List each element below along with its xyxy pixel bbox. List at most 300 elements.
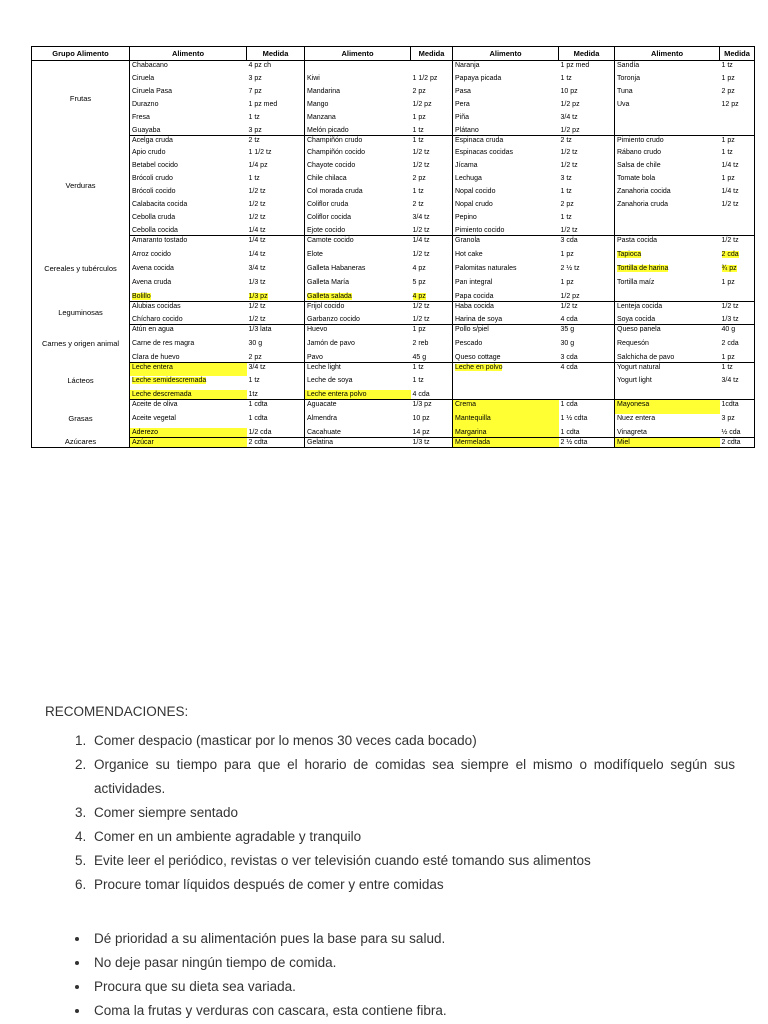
food-name: Champiñón cocido	[307, 149, 365, 156]
header-alimento: Alimento	[615, 47, 720, 61]
food-cell	[453, 362, 559, 376]
measure-value: 1/2 tz	[248, 316, 266, 323]
food-cell	[305, 161, 411, 174]
food-cell	[305, 100, 411, 113]
food-name: Pescado	[455, 339, 483, 347]
measure-cell	[411, 100, 453, 113]
food-cell	[130, 339, 247, 353]
measure-cell	[411, 376, 453, 390]
measure-cell	[411, 264, 453, 278]
measure-cell	[559, 174, 615, 187]
food-cell	[305, 200, 411, 213]
food-cell	[615, 278, 720, 292]
food-cell	[453, 301, 559, 315]
group-name-cell: Cereales y tubérculos	[32, 236, 130, 302]
food-cell	[130, 250, 247, 264]
measure-cell	[247, 187, 305, 200]
food-name: Queso cottage	[455, 353, 501, 361]
measure-cell	[411, 390, 453, 400]
measure-cell	[559, 437, 615, 447]
measure-value: 3/4 tz	[248, 363, 266, 371]
food-cell	[615, 250, 720, 264]
food-cell	[615, 362, 720, 376]
measure-cell	[720, 278, 755, 292]
food-cell	[305, 292, 411, 302]
food-cell	[615, 353, 720, 363]
food-cell	[453, 200, 559, 213]
food-cell	[453, 428, 559, 438]
measure-value: 3/4 tz	[248, 264, 266, 272]
measure-value: 1 tz	[721, 62, 733, 69]
measure-cell	[411, 315, 453, 325]
food-name: Lenteja cocida	[617, 302, 663, 310]
measure-cell	[559, 226, 615, 236]
measure-cell	[247, 315, 305, 325]
measure-cell	[247, 161, 305, 174]
food-cell	[130, 236, 247, 250]
food-cell	[305, 362, 411, 376]
food-name: Gelatina	[307, 438, 334, 446]
food-cell	[453, 87, 559, 100]
measure-cell	[720, 161, 755, 174]
measure-value: 1 pz	[721, 74, 735, 82]
measure-value: 1/2 cda	[248, 428, 272, 436]
table-row	[32, 100, 755, 113]
food-cell	[453, 353, 559, 363]
food-name: Pepino	[455, 214, 477, 221]
measure-cell	[247, 353, 305, 363]
measure-cell	[411, 400, 453, 414]
food-name: Coliflor cocida	[307, 214, 351, 221]
food-cell	[453, 414, 559, 428]
food-name: Papa cocida	[455, 292, 494, 300]
group-name-cell: Azúcares	[32, 437, 130, 447]
food-name: Zanahoria cruda	[617, 201, 668, 208]
food-name: Tortilla de harina	[617, 264, 669, 272]
food-name: Champiñón crudo	[307, 136, 363, 144]
food-name: Soya cocida	[617, 316, 656, 323]
food-name: Tapioca	[617, 250, 642, 258]
food-name: Galleta Habaneras	[307, 264, 366, 272]
food-cell	[130, 87, 247, 100]
measure-value: 3 tz	[560, 175, 572, 182]
measure-value: 1/4 tz	[721, 162, 739, 169]
food-name: Salsa de chile	[617, 162, 661, 169]
group-name-cell: Grasas	[32, 400, 130, 438]
food-cell	[305, 226, 411, 236]
food-name: Brócoli crudo	[132, 175, 173, 182]
food-cell	[130, 113, 247, 126]
food-cell	[615, 428, 720, 438]
food-cell	[453, 376, 559, 390]
measure-cell	[720, 315, 755, 325]
numbered-recommendations	[45, 729, 735, 897]
measure-cell	[559, 161, 615, 174]
measure-value: 45 g	[412, 353, 427, 361]
food-name: Bolillo	[132, 292, 151, 300]
measure-value: 1/3 tz	[248, 278, 266, 286]
food-name: Plátano	[455, 126, 479, 134]
measure-value: 4 cda	[412, 391, 430, 398]
measure-value: 4 pz	[412, 264, 426, 272]
measure-value: 1/2 tz	[248, 188, 266, 195]
food-cell	[305, 278, 411, 292]
header-alimento: Alimento	[453, 47, 559, 61]
measure-value: 2 cdta	[248, 438, 268, 446]
measure-cell	[720, 61, 755, 74]
measure-value: ¾ pz	[721, 264, 737, 272]
measure-cell	[559, 87, 615, 100]
food-cell	[615, 135, 720, 148]
food-name: Sandía	[617, 62, 640, 69]
measure-value: 1/2 tz	[412, 302, 430, 310]
food-exchange-table	[31, 46, 755, 448]
food-cell	[130, 376, 247, 390]
measure-value: 5 pz	[412, 278, 426, 286]
food-cell	[453, 292, 559, 302]
measure-value: 2 cdta	[721, 438, 741, 446]
header-medida: Medida	[247, 47, 305, 61]
measure-cell	[247, 213, 305, 226]
measure-cell	[247, 390, 305, 400]
measure-value: 4 pz ch	[248, 62, 272, 69]
food-cell	[615, 100, 720, 113]
measure-cell	[247, 339, 305, 353]
food-cell	[305, 126, 411, 136]
measure-value: 1/2 tz	[412, 250, 430, 258]
measure-value: 1/3 pz	[412, 401, 432, 408]
measure-cell	[720, 390, 755, 400]
measure-cell	[411, 174, 453, 187]
measure-cell	[411, 339, 453, 353]
food-name: Azúcar	[132, 438, 154, 446]
measure-cell	[411, 301, 453, 315]
food-cell	[615, 87, 720, 100]
food-cell	[615, 126, 720, 136]
food-name: Miel	[617, 438, 630, 446]
food-cell	[305, 390, 411, 400]
food-name: Pasta cocida	[617, 237, 658, 244]
measure-value: 1/2 tz	[560, 302, 578, 310]
measure-cell	[720, 437, 755, 447]
table-row	[32, 353, 755, 363]
food-cell	[615, 292, 720, 302]
food-name: Tomate bola	[617, 175, 656, 182]
measure-cell	[559, 187, 615, 200]
measure-cell	[247, 148, 305, 161]
measure-value: 1/2 tz	[412, 227, 430, 234]
group-name-cell: Verduras	[32, 135, 130, 236]
group-name-cell: Leguminosas	[32, 301, 130, 325]
food-name: Salchicha de pavo	[617, 353, 675, 361]
measure-cell	[411, 437, 453, 447]
food-cell	[305, 213, 411, 226]
measure-value: 30 g	[248, 339, 263, 347]
measure-cell	[559, 264, 615, 278]
table-row	[32, 390, 755, 400]
food-name: Aguacate	[307, 401, 337, 408]
food-name: Chayote cocido	[307, 162, 356, 169]
measure-value: 1 tz	[412, 126, 424, 134]
food-name: Ejote cocido	[307, 227, 346, 234]
food-cell	[305, 301, 411, 315]
measure-value: 1 pz	[721, 136, 735, 144]
measure-cell	[720, 174, 755, 187]
measure-cell	[720, 250, 755, 264]
measure-cell	[559, 325, 615, 339]
measure-value: 3 cda	[560, 353, 578, 361]
food-name: Margarina	[455, 428, 487, 436]
measure-cell	[720, 428, 755, 438]
food-cell	[130, 100, 247, 113]
measure-cell	[247, 362, 305, 376]
food-cell	[453, 278, 559, 292]
measure-cell	[559, 376, 615, 390]
measure-cell	[411, 113, 453, 126]
food-name: Brócoli cocido	[132, 188, 176, 195]
food-name: Leche de soya	[307, 377, 353, 384]
measure-value: 2 pz	[412, 175, 426, 182]
food-cell	[615, 376, 720, 390]
measure-value: 2 tz	[560, 136, 572, 144]
food-cell	[130, 187, 247, 200]
measure-value: 2 tz	[412, 201, 424, 208]
measure-cell	[720, 339, 755, 353]
food-name: Melón picado	[307, 126, 349, 134]
measure-value: 35 g	[560, 326, 575, 333]
food-cell	[130, 362, 247, 376]
measure-value: 1/2 pz	[560, 126, 580, 134]
food-name: Espinacas cocidas	[455, 149, 513, 156]
food-cell	[453, 126, 559, 136]
measure-value: 1/2 tz	[560, 149, 578, 156]
food-cell	[615, 61, 720, 74]
header-alimento: Alimento	[130, 47, 247, 61]
measure-value: 4 cda	[560, 316, 578, 323]
food-name: Fresa	[132, 113, 150, 121]
food-cell	[130, 61, 247, 74]
measure-cell	[247, 226, 305, 236]
table-row	[32, 226, 755, 236]
measure-cell	[247, 61, 305, 74]
measure-value: 1 pz	[412, 326, 426, 333]
measure-value: 1 tz	[412, 363, 424, 371]
food-cell	[130, 428, 247, 438]
food-cell	[615, 200, 720, 213]
measure-value: 40 g	[721, 326, 736, 333]
measure-value: 1 tz	[560, 188, 572, 195]
food-name: Pavo	[307, 353, 323, 361]
food-name: Nopal crudo	[455, 201, 493, 208]
food-name: Requesón	[617, 339, 649, 347]
measure-cell	[411, 353, 453, 363]
food-cell	[305, 250, 411, 264]
measure-value: 1/2 pz	[412, 100, 432, 108]
measure-value: 1/3 lata	[248, 326, 272, 333]
food-name: Nopal cocido	[455, 188, 496, 195]
measure-cell	[247, 250, 305, 264]
food-name: Nuez entera	[617, 414, 656, 422]
table-row	[32, 400, 755, 414]
measure-value: ½ cda	[721, 428, 741, 436]
table-header-row	[32, 47, 755, 61]
food-name: Aceite de oliva	[132, 401, 178, 408]
list-item: • Dé prioridad a su alimentación pues la base para su salud.	[90, 927, 735, 951]
measure-cell	[720, 376, 755, 390]
measure-value: 1 pz	[721, 353, 735, 361]
measure-value: 1 tz	[248, 175, 260, 182]
food-cell	[615, 213, 720, 226]
food-name: Queso panela	[617, 326, 661, 333]
measure-cell	[559, 250, 615, 264]
measure-value: 7 pz	[248, 87, 262, 95]
measure-cell	[559, 74, 615, 87]
food-cell	[453, 74, 559, 87]
food-cell	[305, 353, 411, 363]
food-name: Carne de res magra	[132, 339, 195, 347]
food-name: Pasa	[455, 87, 471, 95]
food-name: Chile chilaca	[307, 175, 347, 182]
food-cell	[130, 390, 247, 400]
measure-cell	[247, 113, 305, 126]
list-item: 5. Evite leer el periódico, revistas o ver televisión cuando esté tomando sus alimentos	[90, 849, 735, 873]
food-name: Leche semidescremada	[132, 377, 207, 384]
measure-cell	[720, 100, 755, 113]
measure-value: 2 reb	[412, 339, 429, 347]
food-cell	[305, 148, 411, 161]
food-cell	[453, 264, 559, 278]
food-name: Garbanzo cocido	[307, 316, 360, 323]
food-cell	[453, 400, 559, 414]
group-name-cell: Carnes y origen animal	[32, 325, 130, 363]
measure-value: 1/2 tz	[412, 162, 430, 169]
header-medida: Medida	[720, 47, 755, 61]
food-name: Chabacano	[132, 62, 168, 69]
food-name: Yogurt natural	[617, 363, 661, 371]
table-row	[32, 362, 755, 376]
food-cell	[453, 187, 559, 200]
table-row	[32, 187, 755, 200]
food-name: Frijol cocido	[307, 302, 345, 310]
food-name: Haba cocida	[455, 302, 494, 310]
measure-value: 1 tz	[412, 377, 424, 384]
measure-value: 1 tz	[721, 149, 733, 156]
measure-value: 1/2 tz	[412, 316, 430, 323]
measure-value: 1/2 tz	[560, 227, 578, 234]
food-cell	[615, 437, 720, 447]
food-name: Ciruela	[132, 74, 155, 82]
food-name: Amaranto tostado	[132, 237, 188, 244]
table-row	[32, 437, 755, 447]
measure-cell	[411, 148, 453, 161]
measure-cell	[411, 87, 453, 100]
measure-value: 1tz	[248, 391, 258, 398]
food-cell	[130, 148, 247, 161]
measure-cell	[720, 213, 755, 226]
measure-value: 3/4 tz	[721, 377, 739, 384]
group-name-cell: Lácteos	[32, 362, 130, 400]
measure-cell	[247, 376, 305, 390]
measure-value: 1 tz	[560, 74, 572, 82]
food-cell	[305, 400, 411, 414]
food-name: Betabel cocido	[132, 162, 178, 169]
measure-value: 2 pz	[248, 353, 262, 361]
food-cell	[615, 414, 720, 428]
food-name: Leche descremada	[132, 391, 192, 398]
food-name: Pollo s/piel	[455, 326, 489, 333]
food-name: Jícama	[455, 162, 478, 169]
food-cell	[305, 61, 411, 74]
food-name: Acelga cruda	[132, 136, 173, 144]
measure-value: 3 pz	[248, 126, 262, 134]
measure-cell	[411, 161, 453, 174]
food-name: Leche entera polvo	[307, 391, 367, 398]
measure-value: 1/4 tz	[412, 237, 430, 244]
food-cell	[130, 213, 247, 226]
measure-value: 1 cdta	[248, 414, 268, 422]
food-name: Almendra	[307, 414, 337, 422]
food-name: Chícharo cocido	[132, 316, 183, 323]
measure-value: 1/4 tz	[248, 237, 266, 244]
food-name: Leche light	[307, 363, 341, 371]
food-name: Crema	[455, 401, 477, 408]
measure-value: 3 pz	[721, 414, 735, 422]
measure-cell	[411, 74, 453, 87]
food-name: Lechuga	[455, 175, 482, 182]
food-name: Pimiento crudo	[617, 136, 664, 144]
header-medida: Medida	[559, 47, 615, 61]
measure-cell	[247, 200, 305, 213]
measure-cell	[559, 126, 615, 136]
food-name: Durazno	[132, 100, 159, 108]
table-row	[32, 113, 755, 126]
table-row	[32, 126, 755, 136]
measure-cell	[559, 135, 615, 148]
food-name: Col morada cruda	[307, 188, 363, 195]
table-row	[32, 376, 755, 390]
measure-cell	[720, 135, 755, 148]
food-name: Manzana	[307, 113, 336, 121]
list-item: • Coma la frutas y verduras con cascara, esta contiene fibra.	[90, 999, 735, 1023]
food-cell	[130, 414, 247, 428]
food-name: Zanahoria cocida	[617, 188, 671, 195]
food-cell	[130, 400, 247, 414]
food-cell	[130, 74, 247, 87]
food-name: Leche entera	[132, 363, 173, 371]
measure-value: 1/4 pz	[248, 162, 268, 169]
measure-cell	[720, 325, 755, 339]
food-cell	[453, 390, 559, 400]
measure-value: 1/2 pz	[560, 100, 580, 108]
measure-cell	[411, 292, 453, 302]
table-row	[32, 292, 755, 302]
measure-value: 1 pz	[412, 113, 426, 121]
food-name: Tuna	[617, 87, 633, 95]
food-cell	[305, 74, 411, 87]
food-cell	[453, 226, 559, 236]
table-row	[32, 428, 755, 438]
food-name: Apio crudo	[132, 149, 166, 156]
food-name: Huevo	[307, 326, 328, 333]
food-cell	[615, 174, 720, 187]
list-item: • Procura que su dieta sea variada.	[90, 975, 735, 999]
measure-cell	[247, 400, 305, 414]
measure-cell	[559, 148, 615, 161]
measure-cell	[720, 301, 755, 315]
food-cell	[305, 376, 411, 390]
list-item: 6. Procure tomar líquidos después de comer y entre comidas	[90, 873, 735, 897]
food-cell	[615, 390, 720, 400]
